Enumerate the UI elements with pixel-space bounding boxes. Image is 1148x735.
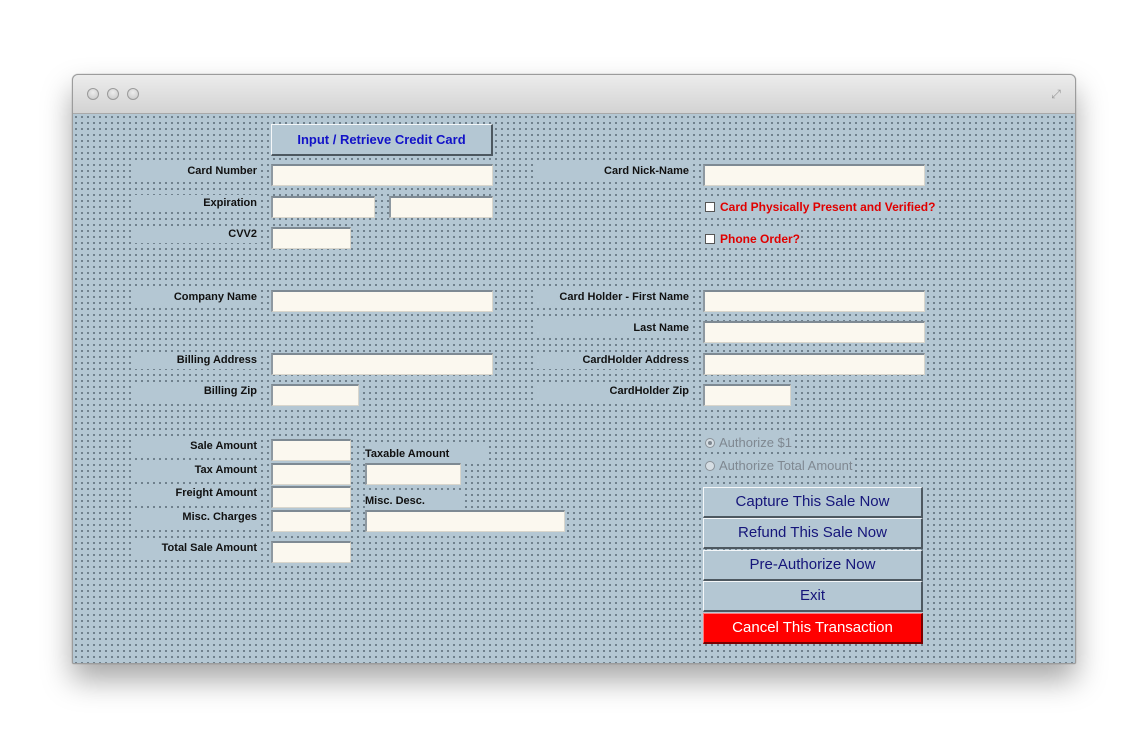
card-number-input[interactable] bbox=[271, 164, 493, 186]
freight-amount-label: Freight Amount bbox=[133, 485, 257, 502]
exit-button[interactable]: Exit bbox=[703, 581, 923, 612]
tax-amount-input[interactable] bbox=[271, 463, 351, 485]
input-retrieve-credit-card-button[interactable]: Input / Retrieve Credit Card bbox=[271, 124, 493, 156]
cvv2-input[interactable] bbox=[271, 227, 351, 249]
minimize-window-icon[interactable] bbox=[107, 88, 119, 100]
phone-order-label: Phone Order? bbox=[720, 232, 801, 246]
cvv2-label: CVV2 bbox=[133, 226, 257, 243]
application-window bbox=[72, 74, 1076, 664]
card-number-label: Card Number bbox=[133, 163, 257, 180]
last-name-input[interactable] bbox=[703, 321, 925, 343]
form-canvas bbox=[73, 114, 1075, 663]
total-sale-amount-label: Total Sale Amount bbox=[133, 540, 257, 557]
radio-selected-icon[interactable] bbox=[705, 438, 715, 448]
close-window-icon[interactable] bbox=[87, 88, 99, 100]
authorize-total-radio[interactable] bbox=[705, 457, 852, 475]
authorize-total-label: Authorize Total Amount bbox=[719, 458, 853, 473]
total-sale-amount-input[interactable] bbox=[271, 541, 351, 563]
phone-order-checkbox[interactable] bbox=[705, 230, 800, 248]
checkbox-icon[interactable] bbox=[705, 234, 715, 244]
first-name-input[interactable] bbox=[703, 290, 925, 312]
authorize-1-radio[interactable] bbox=[705, 434, 792, 452]
cancel-transaction-button[interactable]: Cancel This Transaction bbox=[703, 613, 923, 644]
tax-amount-label: Tax Amount bbox=[133, 462, 257, 479]
billing-zip-label: Billing Zip bbox=[133, 383, 257, 400]
card-present-label: Card Physically Present and Verified? bbox=[720, 200, 936, 214]
expiration-year-input[interactable] bbox=[389, 196, 493, 218]
sale-amount-input[interactable] bbox=[271, 439, 351, 461]
freight-amount-input[interactable] bbox=[271, 486, 351, 508]
pre-authorize-button[interactable]: Pre-Authorize Now bbox=[703, 550, 923, 581]
cardholder-address-input[interactable] bbox=[703, 353, 925, 375]
misc-desc-input[interactable] bbox=[365, 510, 565, 532]
expiration-month-input[interactable] bbox=[271, 196, 375, 218]
company-name-label: Company Name bbox=[133, 289, 257, 306]
first-name-label: Card Holder - First Name bbox=[533, 289, 689, 306]
authorize-1-label: Authorize $1 bbox=[719, 435, 792, 450]
expiration-label: Expiration bbox=[133, 195, 257, 212]
radio-unselected-icon[interactable] bbox=[705, 461, 715, 471]
checkbox-icon[interactable] bbox=[705, 202, 715, 212]
company-name-input[interactable] bbox=[271, 290, 493, 312]
cardholder-zip-input[interactable] bbox=[703, 384, 791, 406]
refund-sale-button[interactable]: Refund This Sale Now bbox=[703, 518, 923, 549]
card-present-checkbox[interactable] bbox=[705, 198, 935, 216]
misc-charges-label: Misc. Charges bbox=[133, 509, 257, 526]
zoom-window-icon[interactable] bbox=[127, 88, 139, 100]
fullscreen-icon[interactable]: ⤢ bbox=[1051, 87, 1061, 101]
cardholder-address-label: CardHolder Address bbox=[533, 352, 689, 369]
cardholder-zip-label: CardHolder Zip bbox=[533, 383, 689, 400]
card-nickname-input[interactable] bbox=[703, 164, 925, 186]
sale-amount-label: Sale Amount bbox=[133, 438, 257, 455]
capture-sale-button[interactable]: Capture This Sale Now bbox=[703, 487, 923, 518]
billing-zip-input[interactable] bbox=[271, 384, 359, 406]
title-bar bbox=[73, 75, 1075, 114]
billing-address-label: Billing Address bbox=[133, 352, 257, 369]
misc-charges-input[interactable] bbox=[271, 510, 351, 532]
taxable-amount-input[interactable] bbox=[365, 463, 461, 485]
billing-address-input[interactable] bbox=[271, 353, 493, 375]
misc-desc-label: Misc. Desc. bbox=[365, 493, 465, 510]
card-nickname-label: Card Nick-Name bbox=[533, 163, 689, 180]
last-name-label: Last Name bbox=[533, 320, 689, 337]
taxable-amount-label: Taxable Amount bbox=[365, 446, 485, 463]
